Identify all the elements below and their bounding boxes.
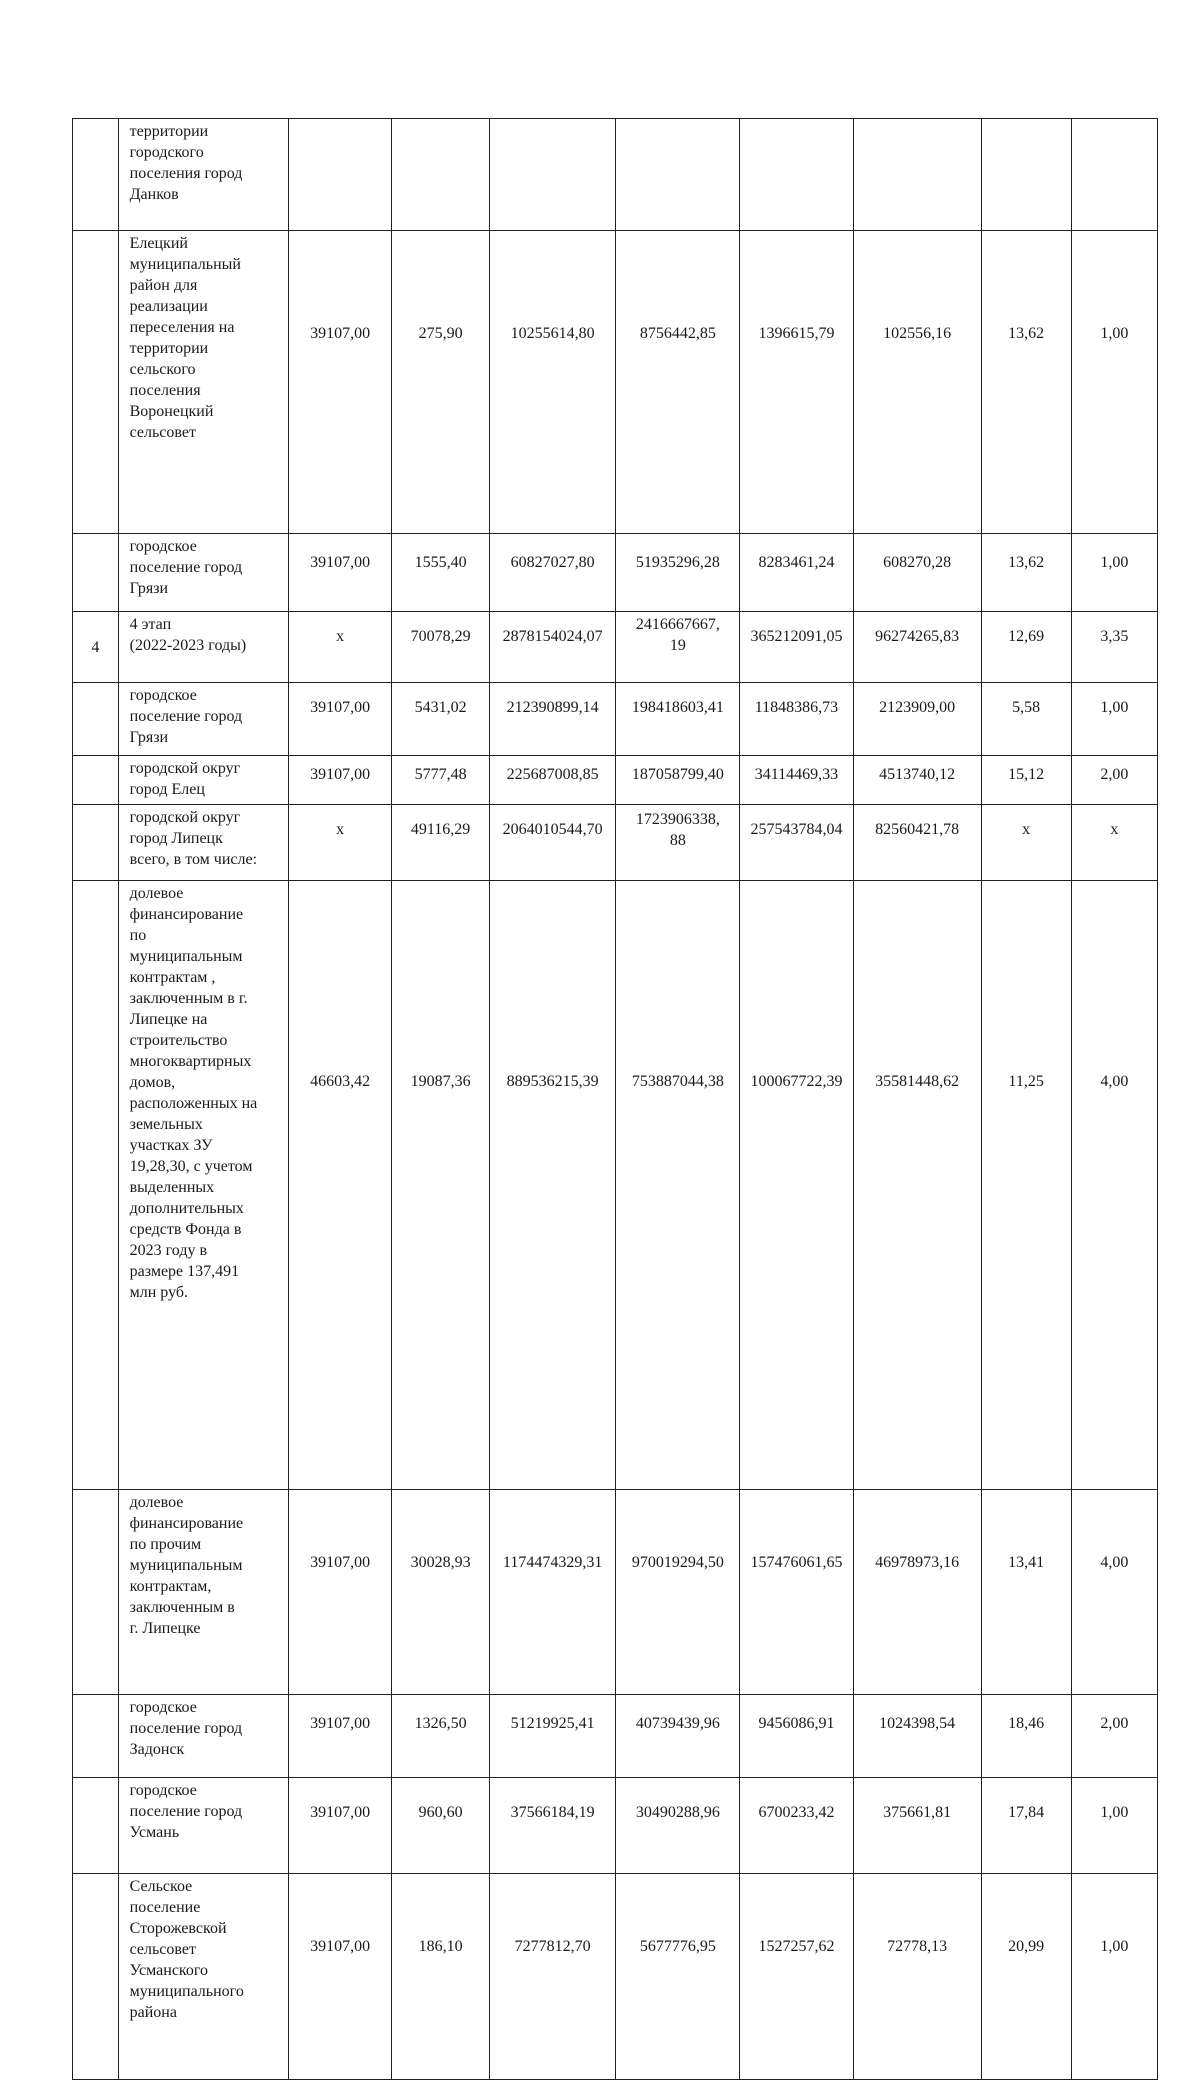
share-percent-cell: 13,62 bbox=[981, 534, 1071, 612]
local-share-percent-cell: 1,00 bbox=[1071, 534, 1157, 612]
local-budget-cell: 2123909,00 bbox=[853, 683, 981, 756]
cost-per-sqm-cell: 39107,00 bbox=[288, 1490, 391, 1695]
share-percent-cell: 15,12 bbox=[981, 756, 1071, 805]
fund-funding-cell: 40739439,96 bbox=[616, 1695, 740, 1778]
share-percent-cell: х bbox=[981, 805, 1071, 881]
local-budget-cell: 72778,13 bbox=[853, 1874, 981, 2080]
total-funding-cell: 1174474329,31 bbox=[489, 1490, 616, 1695]
resettlement-table bbox=[72, 118, 1158, 2080]
total-funding-cell: 7277812,70 bbox=[489, 1874, 616, 2080]
share-percent-cell: 18,46 bbox=[981, 1695, 1071, 1778]
cost-per-sqm-cell: 39107,00 bbox=[288, 756, 391, 805]
local-budget-cell: 608270,28 bbox=[853, 534, 981, 612]
local-share-percent-cell: 1,00 bbox=[1071, 1874, 1157, 2080]
row-number-cell bbox=[73, 756, 119, 805]
total-funding-cell: 889536215,39 bbox=[489, 881, 616, 1490]
area-cell: 5431,02 bbox=[392, 683, 489, 756]
table-row bbox=[73, 612, 1158, 683]
row-number-cell bbox=[73, 1490, 119, 1695]
local-budget-cell: 46978973,16 bbox=[853, 1490, 981, 1695]
cost-per-sqm-cell: 39107,00 bbox=[288, 231, 391, 534]
regional-budget-cell: 6700233,42 bbox=[740, 1778, 854, 1874]
total-funding-cell: 212390899,14 bbox=[489, 683, 616, 756]
local-budget-cell: 102556,16 bbox=[853, 231, 981, 534]
share-percent-cell: 13,41 bbox=[981, 1490, 1071, 1695]
fund-funding-cell: 5677776,95 bbox=[616, 1874, 740, 2080]
local-budget-cell: 375661,81 bbox=[853, 1778, 981, 1874]
local-budget-cell: 96274265,83 bbox=[853, 612, 981, 683]
row-number-cell bbox=[73, 881, 119, 1490]
total-funding-cell: 2064010544,70 bbox=[489, 805, 616, 881]
table-row bbox=[73, 1490, 1158, 1695]
table-row bbox=[73, 1874, 1158, 2080]
cost-per-sqm-cell bbox=[288, 119, 391, 231]
area-cell: 5777,48 bbox=[392, 756, 489, 805]
total-funding-cell: 60827027,80 bbox=[489, 534, 616, 612]
area-cell: 186,10 bbox=[392, 1874, 489, 2080]
fund-funding-cell: 198418603,41 bbox=[616, 683, 740, 756]
local-share-percent-cell: 1,00 bbox=[1071, 683, 1157, 756]
fund-funding-cell: 30490288,96 bbox=[616, 1778, 740, 1874]
row-number-cell: 4 bbox=[73, 612, 119, 683]
area-cell: 30028,93 bbox=[392, 1490, 489, 1695]
share-percent-cell: 17,84 bbox=[981, 1778, 1071, 1874]
cost-per-sqm-cell: 39107,00 bbox=[288, 534, 391, 612]
cost-per-sqm-cell: 39107,00 bbox=[288, 1695, 391, 1778]
cost-per-sqm-cell: х bbox=[288, 805, 391, 881]
fund-funding-cell bbox=[616, 119, 740, 231]
row-number-cell bbox=[73, 534, 119, 612]
municipality-name-cell: долевое финансирование по муниципальным контрактам , заключенным в г. Липецке на строительство многоквартирных домов, расположенных на земельных участках ЗУ 19,28,30, с учетом выделенных дополнительных средств Фонда в 2023 году в размере 137,491 млн руб. bbox=[118, 881, 288, 1490]
table-row bbox=[73, 756, 1158, 805]
municipality-name-cell: Сельское поселение Сторожевской сельсовет Усманского муниципального района bbox=[118, 1874, 288, 2080]
row-number-cell bbox=[73, 1695, 119, 1778]
municipality-name-cell: территории городского поселения город Данков bbox=[118, 119, 288, 231]
municipality-name-cell: 4 этап (2022-2023 годы) bbox=[118, 612, 288, 683]
row-number-cell bbox=[73, 805, 119, 881]
regional-budget-cell: 1527257,62 bbox=[740, 1874, 854, 2080]
table-row bbox=[73, 534, 1158, 612]
local-budget-cell: 82560421,78 bbox=[853, 805, 981, 881]
regional-budget-cell: 9456086,91 bbox=[740, 1695, 854, 1778]
municipality-name-cell: городской округ город Липецк всего, в том числе: bbox=[118, 805, 288, 881]
row-number-cell bbox=[73, 1874, 119, 2080]
area-cell: 275,90 bbox=[392, 231, 489, 534]
table-row bbox=[73, 1778, 1158, 1874]
area-cell: 1326,50 bbox=[392, 1695, 489, 1778]
local-share-percent-cell: 2,00 bbox=[1071, 1695, 1157, 1778]
cost-per-sqm-cell: 39107,00 bbox=[288, 1778, 391, 1874]
area-cell: 70078,29 bbox=[392, 612, 489, 683]
area-cell: 1555,40 bbox=[392, 534, 489, 612]
table-row bbox=[73, 1695, 1158, 1778]
local-budget-cell: 35581448,62 bbox=[853, 881, 981, 1490]
fund-funding-cell: 8756442,85 bbox=[616, 231, 740, 534]
table-row bbox=[73, 881, 1158, 1490]
fund-funding-cell: 51935296,28 bbox=[616, 534, 740, 612]
total-funding-cell: 225687008,85 bbox=[489, 756, 616, 805]
local-budget-cell: 1024398,54 bbox=[853, 1695, 981, 1778]
local-share-percent-cell: 4,00 bbox=[1071, 1490, 1157, 1695]
fund-funding-cell: 753887044,38 bbox=[616, 881, 740, 1490]
regional-budget-cell: 34114469,33 bbox=[740, 756, 854, 805]
table-row bbox=[73, 683, 1158, 756]
municipality-name-cell: городское поселение город Задонск bbox=[118, 1695, 288, 1778]
row-number-cell bbox=[73, 119, 119, 231]
regional-budget-cell: 100067722,39 bbox=[740, 881, 854, 1490]
area-cell: 960,60 bbox=[392, 1778, 489, 1874]
share-percent-cell: 5,58 bbox=[981, 683, 1071, 756]
municipality-name-cell: Елецкий муниципальный район для реализации переселения на территории сельского поселения Воронецкий сельсовет bbox=[118, 231, 288, 534]
regional-budget-cell: 1396615,79 bbox=[740, 231, 854, 534]
municipality-name-cell: городское поселение город Усмань bbox=[118, 1778, 288, 1874]
total-funding-cell: 51219925,41 bbox=[489, 1695, 616, 1778]
regional-budget-cell: 257543784,04 bbox=[740, 805, 854, 881]
local-share-percent-cell: 1,00 bbox=[1071, 231, 1157, 534]
local-share-percent-cell: 1,00 bbox=[1071, 1778, 1157, 1874]
share-percent-cell: 13,62 bbox=[981, 231, 1071, 534]
table-row bbox=[73, 805, 1158, 881]
fund-funding-cell: 187058799,40 bbox=[616, 756, 740, 805]
share-percent-cell bbox=[981, 119, 1071, 231]
local-share-percent-cell: 4,00 bbox=[1071, 881, 1157, 1490]
row-number-cell bbox=[73, 231, 119, 534]
fund-funding-cell: 2416667667, 19 bbox=[616, 612, 740, 683]
total-funding-cell bbox=[489, 119, 616, 231]
regional-budget-cell: 11848386,73 bbox=[740, 683, 854, 756]
cost-per-sqm-cell: 39107,00 bbox=[288, 1874, 391, 2080]
total-funding-cell: 10255614,80 bbox=[489, 231, 616, 534]
fund-funding-cell: 970019294,50 bbox=[616, 1490, 740, 1695]
share-percent-cell: 12,69 bbox=[981, 612, 1071, 683]
table-row bbox=[73, 119, 1158, 231]
row-number-cell bbox=[73, 1778, 119, 1874]
municipality-name-cell: городское поселение город Грязи bbox=[118, 683, 288, 756]
local-share-percent-cell: 3,35 bbox=[1071, 612, 1157, 683]
municipality-name-cell: долевое финансирование по прочим муниципальным контрактам, заключенным в г. Липецке bbox=[118, 1490, 288, 1695]
row-number-cell bbox=[73, 683, 119, 756]
regional-budget-cell: 157476061,65 bbox=[740, 1490, 854, 1695]
local-share-percent-cell bbox=[1071, 119, 1157, 231]
cost-per-sqm-cell: 39107,00 bbox=[288, 683, 391, 756]
total-funding-cell: 37566184,19 bbox=[489, 1778, 616, 1874]
area-cell bbox=[392, 119, 489, 231]
cost-per-sqm-cell: х bbox=[288, 612, 391, 683]
regional-budget-cell bbox=[740, 119, 854, 231]
regional-budget-cell: 8283461,24 bbox=[740, 534, 854, 612]
local-budget-cell: 4513740,12 bbox=[853, 756, 981, 805]
fund-funding-cell: 1723906338, 88 bbox=[616, 805, 740, 881]
total-funding-cell: 2878154024,07 bbox=[489, 612, 616, 683]
share-percent-cell: 11,25 bbox=[981, 881, 1071, 1490]
local-budget-cell bbox=[853, 119, 981, 231]
table-row bbox=[73, 231, 1158, 534]
cost-per-sqm-cell: 46603,42 bbox=[288, 881, 391, 1490]
municipality-name-cell: городское поселение город Грязи bbox=[118, 534, 288, 612]
area-cell: 19087,36 bbox=[392, 881, 489, 1490]
local-share-percent-cell: 2,00 bbox=[1071, 756, 1157, 805]
regional-budget-cell: 365212091,05 bbox=[740, 612, 854, 683]
share-percent-cell: 20,99 bbox=[981, 1874, 1071, 2080]
local-share-percent-cell: х bbox=[1071, 805, 1157, 881]
area-cell: 49116,29 bbox=[392, 805, 489, 881]
municipality-name-cell: городской округ город Елец bbox=[118, 756, 288, 805]
